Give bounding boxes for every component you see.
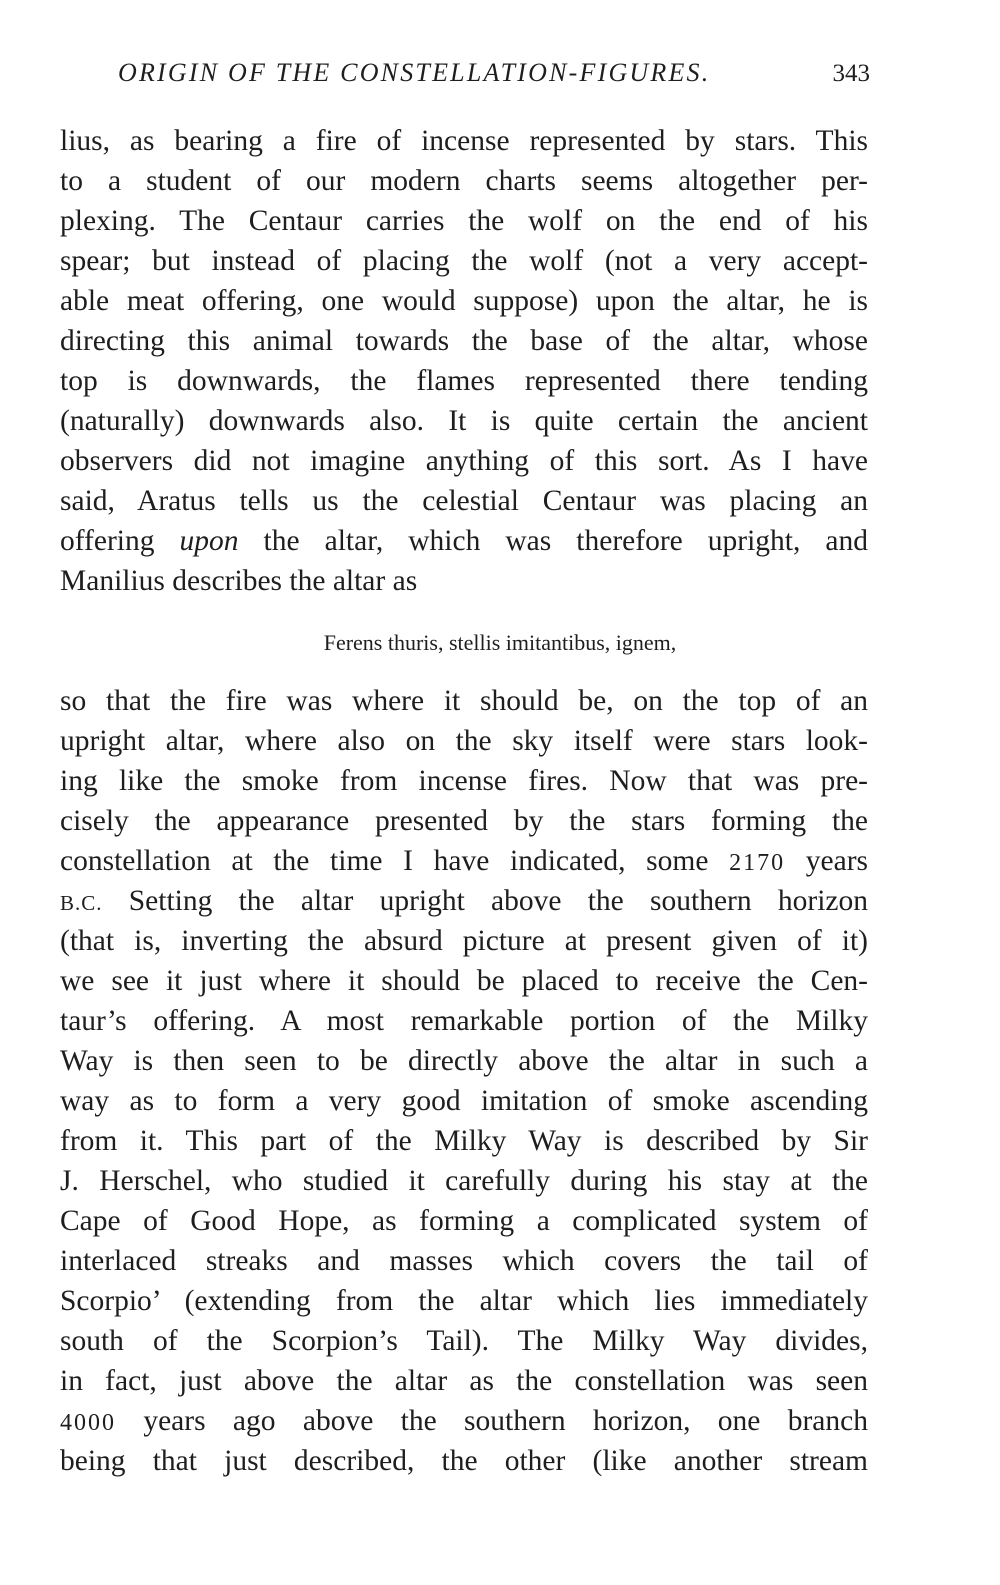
text-line: directing this animal towards the base of the altar, whose bbox=[60, 325, 868, 357]
italic-emphasis: upon bbox=[179, 525, 239, 557]
text-line: lius, as bearing a fire of incense represented by stars. This bbox=[60, 125, 868, 157]
oldstyle-number: 4000 bbox=[60, 1410, 116, 1436]
text-line: south of the Scorpion’s Tail). The Milky Way divides, bbox=[60, 1325, 868, 1357]
text-line bbox=[60, 521, 868, 561]
text-run: constellation at the time I have indicated, some bbox=[60, 845, 730, 877]
text-line: in fact, just above the altar as the constellation was seen bbox=[60, 1365, 868, 1397]
text-line: (that is, inverting the absurd picture at present given of it) bbox=[60, 925, 868, 957]
text-line: so that the fire was where it should be, on the top of an bbox=[60, 685, 868, 717]
text-line bbox=[60, 1401, 868, 1441]
text-line: ing like the smoke from incense fires. Now that was pre- bbox=[60, 765, 868, 797]
small-caps-era: B.C. bbox=[60, 891, 103, 915]
text-run: years ago above the southern horizon, one branch bbox=[116, 1405, 868, 1437]
text-line: spear; but instead of placing the wolf (not a very accept- bbox=[60, 245, 868, 277]
page-number: 343 bbox=[832, 60, 870, 87]
text-line: interlaced streaks and masses which covers the tail of bbox=[60, 1245, 868, 1277]
running-head-title: ORIGIN OF THE CONSTELLATION-FIGURES. bbox=[118, 58, 711, 87]
running-head bbox=[118, 58, 870, 98]
text-line: J. Herschel, who studied it carefully during his stay at the bbox=[60, 1165, 868, 1197]
text-line: Cape of Good Hope, as forming a complicated system of bbox=[60, 1205, 868, 1237]
text-line: from it. This part of the Milky Way is described by Sir bbox=[60, 1125, 868, 1157]
text-line: Way is then seen to be directly above the altar in such a bbox=[60, 1045, 868, 1077]
text-line: said, Aratus tells us the celestial Centaur was placing an bbox=[60, 485, 868, 517]
text-line: top is downwards, the flames represented there tending bbox=[60, 365, 868, 397]
text-run: offering bbox=[60, 525, 180, 557]
text-line: (naturally) downwards also. It is quite certain the ancient bbox=[60, 405, 868, 437]
text-line: Scorpio’ (extending from the altar which lies immediately bbox=[60, 1285, 868, 1317]
latin-quotation: Ferens thuris, stellis imitantibus, ignem, bbox=[323, 630, 677, 655]
text-line bbox=[60, 841, 868, 881]
text-line: Manilius describes the altar as bbox=[60, 565, 418, 597]
text-line: being that just described, the other (like another stream bbox=[60, 1445, 868, 1477]
text-line: upright altar, where also on the sky itself were stars look- bbox=[60, 725, 868, 757]
text-line: able meat offering, one would suppose) upon the altar, he is bbox=[60, 285, 868, 317]
text-line: we see it just where it should be placed to receive the Cen- bbox=[60, 965, 868, 997]
text-run: years bbox=[785, 845, 868, 877]
text-run: Setting the altar upright above the southern horizon bbox=[102, 885, 868, 917]
text-line: way as to form a very good imitation of smoke ascending bbox=[60, 1085, 868, 1117]
oldstyle-number: 2170 bbox=[729, 850, 786, 876]
text-line: cisely the appearance presented by the stars forming the bbox=[60, 805, 868, 837]
text-line bbox=[60, 881, 868, 921]
text-run: the altar, which was therefore upright, and bbox=[238, 525, 868, 557]
text-line: to a student of our modern charts seems altogether per- bbox=[60, 165, 868, 197]
text-line: taur’s offering. A most remarkable portion of the Milky bbox=[60, 1005, 868, 1037]
text-line: plexing. The Centaur carries the wolf on the end of his bbox=[60, 205, 868, 237]
text-line: observers did not imagine anything of this sort. As I have bbox=[60, 445, 868, 477]
